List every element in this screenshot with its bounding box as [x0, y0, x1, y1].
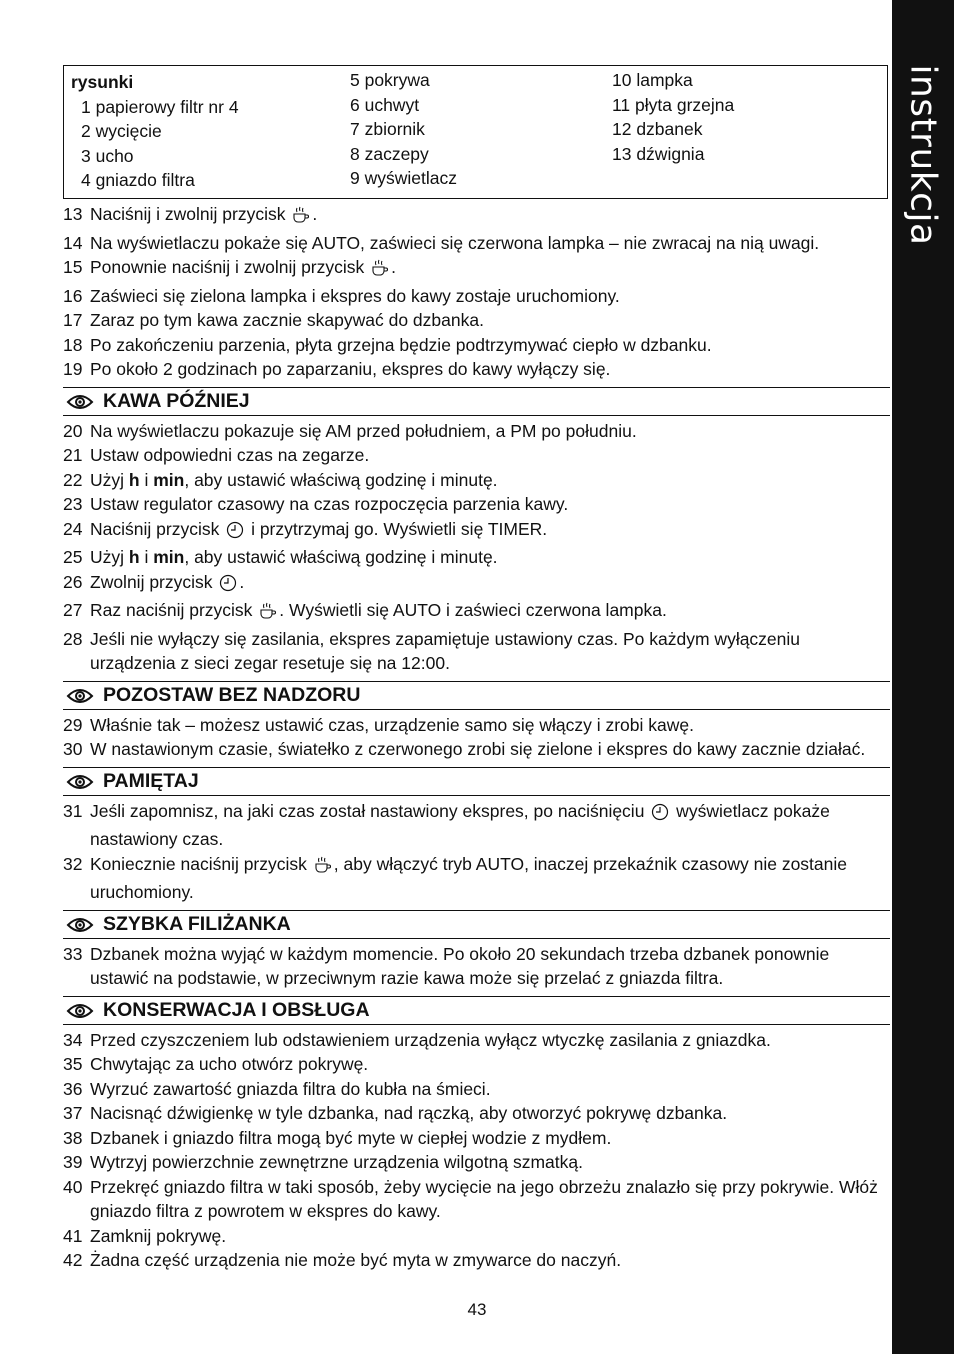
step-14: 14 Na wyświetlaczu pokaże się AUTO, zaświeci się czerwona lampka – nie zwracaj na nią uwagi.: [63, 232, 820, 253]
step-13: 13 Naciśnij i zwolnij przycisk .: [63, 202, 890, 231]
section-title: PAMIĘTAJ: [103, 769, 199, 792]
eye-icon: [66, 915, 94, 933]
page-number: 43: [467, 1300, 487, 1319]
step-41: 41 Zamknij pokrywę.: [63, 1225, 227, 1246]
step-26: 26 Zwolnij przycisk .: [63, 570, 890, 599]
step-33: 33 Dzbanek można wyjąć w każdym momencie. Po około 20 sekundach trzeba dzbanek ponownie ustawić na podstawie, w przeciwnym razie kawa może się przelać z gniazda filtra.: [63, 943, 830, 988]
coffee-cup-icon: [314, 856, 332, 881]
step-16: 16 Zaświeci się zielona lampka i ekspres do kawy zostaje uruchomiony.: [63, 285, 620, 306]
figure-legend-item: 3 ucho: [81, 145, 134, 166]
step-31: 31 Jeśli zapomnisz, na jaki czas został nastawiony ekspres, po naciśnięciu wyświetlacz pokaże nastawiony czas.: [63, 800, 830, 849]
eye-icon: [66, 1001, 94, 1019]
step-42: 42 Żadna część urządzenia nie może być myta w zmywarce do naczyń.: [63, 1250, 622, 1270]
figure-legend-item: 8 zaczepy: [350, 143, 429, 164]
figure-legend-item: 11 płyta grzejna: [612, 94, 735, 115]
step-20: 20 Na wyświetlaczu pokazuje się AM przed południem, a PM po południu.: [63, 420, 637, 441]
step-35: 35 Chwytając za ucho otwórz pokrywę.: [63, 1054, 369, 1074]
section-title: SZYBKA FILIŻANKA: [103, 912, 291, 935]
step-38: 38 Dzbanek i gniazdo filtra mogą być myte w ciepłej wodzie z mydłem.: [63, 1127, 612, 1148]
figure-legend-item: 1 papierowy filtr nr 4: [81, 96, 239, 117]
eye-icon: [66, 686, 94, 704]
side-tab-label: instrukcja: [902, 64, 944, 246]
clock-icon: [226, 521, 244, 546]
step-39: 39 Wytrzyj powierzchnie zewnętrzne urządzenia wilgotną szmatką.: [63, 1152, 583, 1172]
step-29: 29 Właśnie tak – możesz ustawić czas, urządzenie samo się włączy i zrobi kawę.: [63, 714, 694, 735]
figure-legend-item: 12 dzbanek: [612, 119, 703, 139]
step-28: 28 Jeśli nie wyłączy się zasilania, ekspres zapamiętuje ustawiony czas. Po każdym wyłączeniu urządzenia z sieci zegar resetuje się na 12:00.: [63, 628, 801, 673]
step-21: 21 Ustaw odpowiedni czas na zegarze.: [63, 445, 370, 465]
section-heading: [63, 910, 890, 939]
section-heading: [63, 387, 890, 416]
section-heading: [63, 767, 890, 796]
step-25: 25 Użyj h i min, aby ustawić właściwą godzinę i minutę.: [63, 547, 498, 567]
figure-legend-title: rysunki: [71, 72, 134, 92]
figure-legend-item: 6 uchwyt: [350, 94, 420, 115]
figure-legend-item: 5 pokrywa: [350, 70, 430, 90]
figure-legend-item: 10 lampka: [612, 70, 693, 90]
step-34: 34 Przed czyszczeniem lub odstawieniem urządzenia wyłącz wtyczkę zasilania z gniazdka.: [63, 1029, 771, 1050]
step-22: 22 Użyj h i min, aby ustawić właściwą godzinę i minutę.: [63, 469, 498, 490]
coffee-cup-icon: [259, 602, 277, 627]
figure-legend-item: 7 zbiornik: [350, 119, 425, 139]
clock-icon: [219, 574, 237, 599]
step-23: 23 Ustaw regulator czasowy na czas rozpoczęcia parzenia kawy.: [63, 494, 569, 514]
eye-icon: [66, 772, 94, 790]
section-title: KONSERWACJA I OBSŁUGA: [103, 998, 370, 1021]
step-19: 19 Po około 2 godzinach po zaparzaniu, ekspres do kawy wyłączy się.: [63, 359, 611, 379]
figure-legend-item: 4 gniazdo filtra: [81, 170, 195, 190]
step-40: 40 Przekręć gniazdo filtra w taki sposób, żeby wycięcie na jego obrzeżu znalazło się przy pokrywie. Włóż gniazdo filtra z powrotem w ekspres do kawy.: [63, 1176, 878, 1221]
side-tab: [892, 0, 954, 1354]
section-title: POZOSTAW BEZ NADZORU: [103, 683, 361, 706]
step-37: 37 Nacisnąć dźwigienkę w tyle dzbanka, nad rączką, aby otworzyć pokrywę dzbanka.: [63, 1103, 728, 1123]
instructions: [63, 202, 890, 1273]
section-title: KAWA PÓŹNIEJ: [103, 389, 250, 412]
step-18: 18 Po zakończeniu parzenia, płyta grzejna będzie podtrzymywać ciepło w dzbanku.: [63, 334, 712, 355]
coffee-cup-icon: [292, 206, 310, 231]
figure-legend-col3: [612, 68, 734, 166]
step-17: 17 Zaraz po tym kawa zacznie skapywać do dzbanka.: [63, 310, 484, 330]
step-30: 30 W nastawionym czasie, światełko z czerwonego zrobi się zielone i ekspres do kawy zacznie działać.: [63, 739, 866, 759]
step-24: 24 Naciśnij przycisk i przytrzymaj go. Wyświetli się TIMER.: [63, 517, 890, 546]
step-27: 27 Raz naciśnij przycisk . Wyświetli się AUTO i zaświeci czerwona lampka.: [63, 598, 890, 627]
coffee-cup-icon: [371, 259, 389, 284]
figure-legend-box: [63, 65, 888, 199]
step-32: 32 Koniecznie naciśnij przycisk , aby włączyć tryb AUTO, inaczej przekaźnik czasowy nie zostanie uruchomiony.: [63, 853, 847, 902]
step-15: 15 Ponownie naciśnij i zwolnij przycisk .: [63, 255, 890, 284]
figure-legend-item: 9 wyświetlacz: [350, 168, 457, 188]
step-36: 36 Wyrzuć zawartość gniazda filtra do kubła na śmieci.: [63, 1078, 491, 1099]
section-heading: [63, 681, 890, 710]
figure-legend-item: 2 wycięcie: [81, 121, 162, 141]
figure-legend-col1: [71, 70, 239, 193]
eye-icon: [66, 392, 94, 410]
figure-legend-item: 13 dźwignia: [612, 143, 705, 164]
figure-legend-col2: [350, 68, 457, 191]
clock-icon: [651, 803, 669, 828]
section-heading: [63, 996, 890, 1025]
